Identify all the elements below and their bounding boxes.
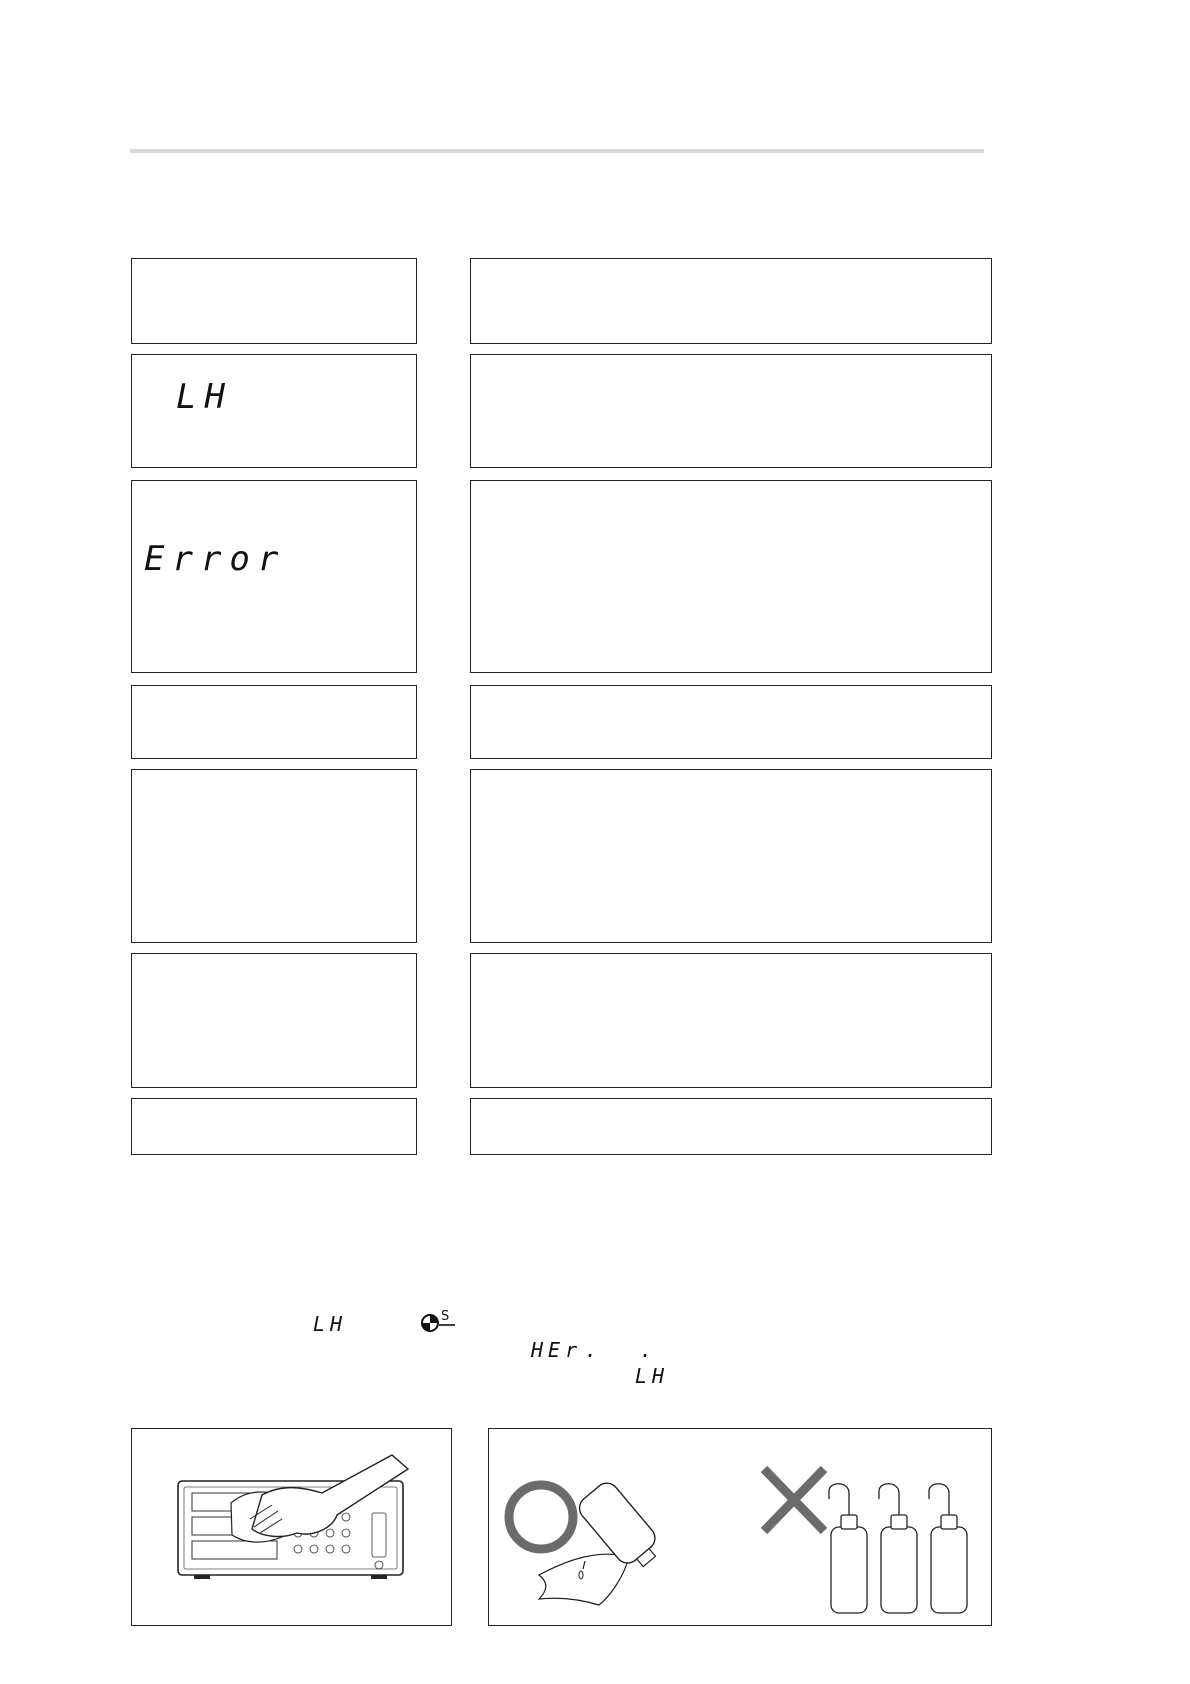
- table-right-cell-7: [470, 1098, 992, 1155]
- table-left-cell-4: [131, 685, 417, 759]
- set-symbol-letter: S: [441, 1309, 450, 1324]
- table-right-cell-3: [470, 480, 992, 673]
- inline-segment-lh-2: LH: [635, 1364, 670, 1388]
- segment-display-lh: LH: [176, 377, 233, 417]
- table-left-cell-1: [131, 258, 417, 344]
- table-left-cell-3: [131, 480, 417, 673]
- inline-segment-lh-1: LH: [313, 1312, 348, 1336]
- table-left-cell-6: [131, 953, 417, 1088]
- inline-segment-her: HEr: [531, 1338, 583, 1362]
- figure-wipe-box: [131, 1428, 452, 1626]
- inline-segment-dot-1: .: [585, 1338, 603, 1362]
- figure-cleaning-box: [488, 1428, 992, 1626]
- table-right-cell-2: [470, 354, 992, 468]
- table-right-cell-6: [470, 953, 992, 1088]
- table-right-cell-5: [470, 769, 992, 943]
- cleaning-agents-figure: [489, 1429, 991, 1625]
- table-left-cell-5: [131, 769, 417, 943]
- circle-ok-icon: [509, 1485, 573, 1549]
- set-origin-icon: [420, 1306, 456, 1334]
- cross-ng-icon: [764, 1469, 824, 1531]
- table-left-cell-2: [131, 354, 417, 468]
- table-right-cell-4: [470, 685, 992, 759]
- header-rule: [130, 149, 984, 153]
- table-right-cell-1: [470, 258, 992, 344]
- segment-display-error: Error: [144, 539, 287, 579]
- table-left-cell-7: [131, 1098, 417, 1155]
- inline-segment-dot-2: .: [640, 1338, 658, 1362]
- hand-wiping-unit-icon: [132, 1429, 451, 1625]
